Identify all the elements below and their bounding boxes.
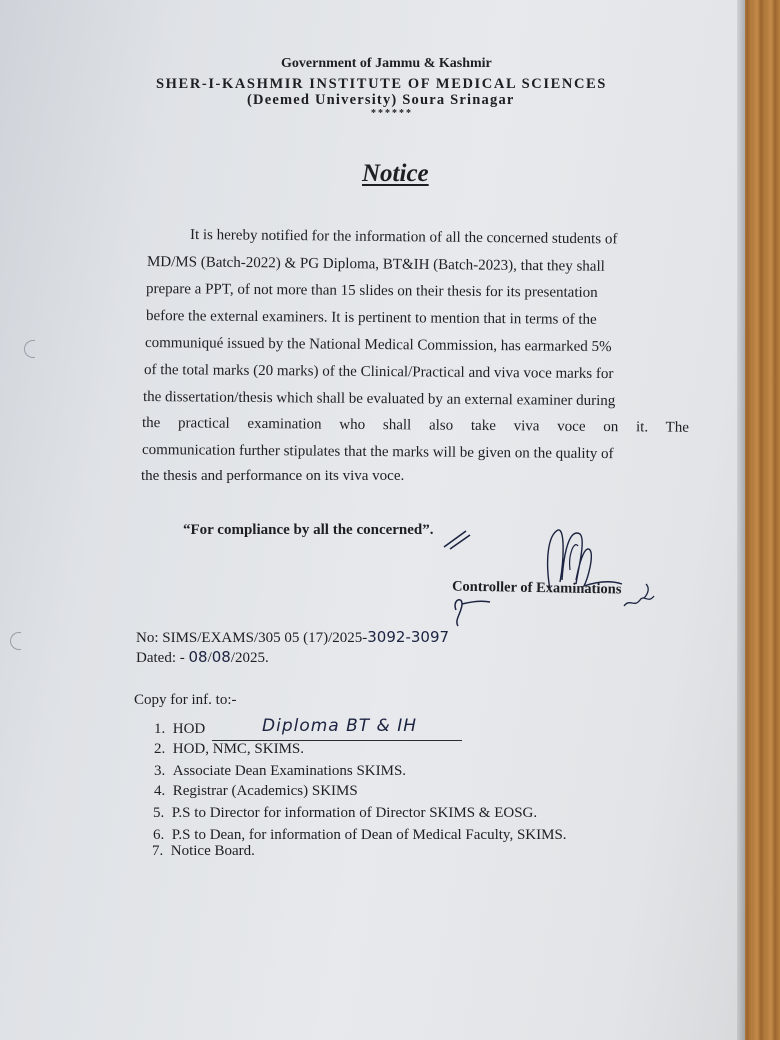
body-line: the practical examination who shall also take viva voce on it. The (141, 415, 689, 436)
reference-number: No: SIMS/EXAMS/305 05 (17)/2025-3092-3097 (136, 628, 450, 646)
body-line: communication further stipulates that the marks will be given on the quality of (141, 442, 614, 463)
list-item: 7. Notice Board. (152, 843, 255, 859)
slash-mark (440, 525, 472, 551)
list-item: 4. Registrar (Academics) SKIMS (154, 783, 358, 799)
header-university: (Deemed University) Soura Srinagar (247, 92, 515, 108)
header-government: Government of Jammu & Kashmir (281, 56, 492, 71)
list-item: 3. Associate Dean Examinations SKIMS. (154, 763, 407, 779)
body-line: communiqué issued by the National Medical Commission, has earmarked 5% (144, 335, 612, 356)
handwritten-dispatch-number: 3092-3097 (367, 628, 450, 646)
reference-date: Dated: - 08/08/2025. (136, 648, 269, 666)
paper-edge-shadow (737, 0, 745, 1040)
header-stars: ****** (371, 108, 413, 119)
body-line: of the total marks (20 marks) of the Clinical/Practical and viva voce marks for (143, 362, 614, 383)
body-line: before the external examiners. It is pertinent to mention that in terms of the (145, 308, 597, 328)
page-title: Notice (362, 160, 429, 187)
list-item: 1. HOD (154, 721, 206, 737)
list-item: 5. P.S to Director for information of Director SKIMS & EOSG. (153, 805, 538, 821)
compliance-line: “For compliance by all the concerned”. (183, 522, 434, 538)
punch-hole-mark (24, 340, 35, 358)
copy-heading: Copy for inf. to:- (134, 692, 237, 708)
body-line: prepare a PPT, of not more than 15 slides on their thesis for its presentation (145, 281, 598, 301)
hod-handwritten: Diploma BT & IH (262, 716, 418, 736)
initial-mark-icon (448, 590, 498, 630)
body-line: the thesis and performance on its viva voce. (141, 468, 405, 484)
list-item: 2. HOD, NMC, SKIMS. (154, 741, 305, 757)
body-line: It is hereby notified for the information of all the concerned students of (189, 227, 618, 248)
signatory-title: Controller of Examinations (451, 578, 622, 598)
list-item: 6. P.S to Dean, for information of Dean of Medical Faculty, SKIMS. (153, 827, 567, 843)
header-institute: SHER-I-KASHMIR INSTITUTE OF MEDICAL SCIENCES (156, 76, 607, 92)
punch-hole-mark (10, 632, 21, 650)
body-line: the dissertation/thesis which shall be evaluated by an external examiner during (142, 389, 616, 410)
body-line: MD/MS (Batch-2022) & PG Diploma, BT&IH (Batch-2023), that they shall (146, 254, 605, 275)
initial-mark-icon (620, 580, 660, 616)
